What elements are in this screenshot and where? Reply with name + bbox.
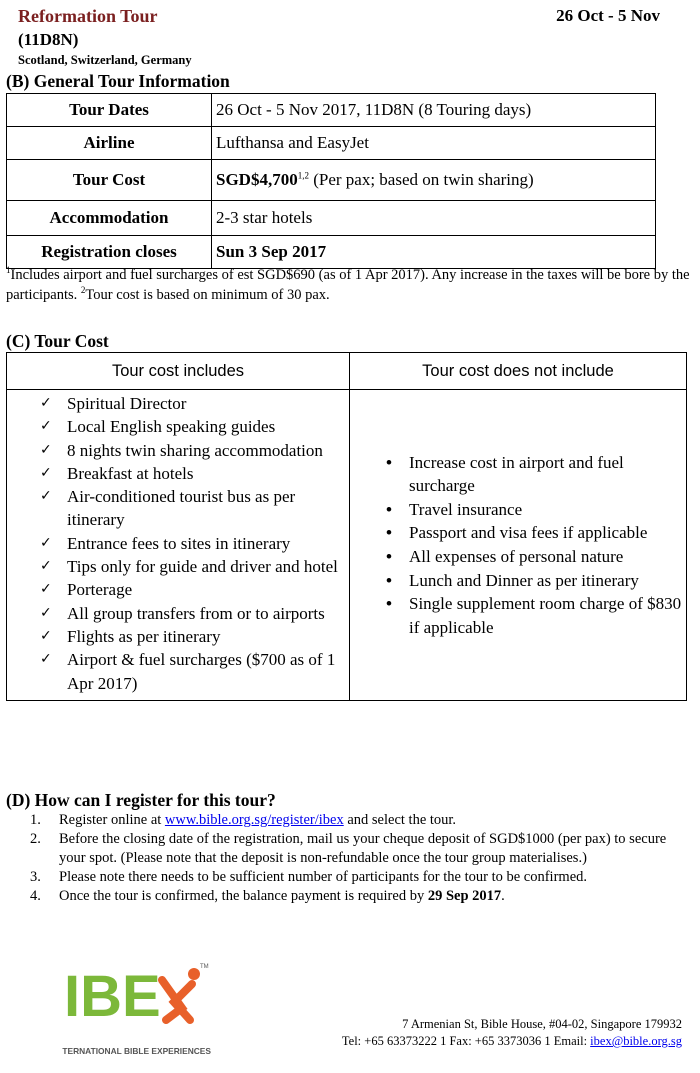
excludes-item: • Increase cost in airport and fuel surcharge <box>350 451 682 498</box>
info-value <box>212 160 656 201</box>
info-value: 2-3 star hotels <box>212 201 656 236</box>
footnote-1-mark: 1 <box>6 265 11 276</box>
balance-due-date: 29 Sep 2017 <box>427 888 502 904</box>
step-text: . <box>501 888 505 904</box>
tour-dates-heading: 26 Oct - 5 Nov <box>556 6 660 25</box>
includes-item: ✓ Flights as per itinerary <box>7 625 349 648</box>
includes-item: ✓ Airport & fuel surcharges ($700 as of 1 Apr 2017) <box>7 648 349 695</box>
includes-item: ✓ Tips only for guide and driver and hotel <box>7 555 349 578</box>
excludes-list <box>350 451 686 640</box>
includes-item: ✓ Porterage <box>7 578 349 601</box>
info-value: Lufthansa and EasyJet <box>212 127 656 160</box>
includes-item: ✓ Air-conditioned tourist bus as per itinerary <box>7 485 349 532</box>
excludes-item: • Lunch and Dinner as per itinerary <box>350 569 682 593</box>
step-number: 1. <box>30 812 41 828</box>
ibex-logo <box>62 958 222 1068</box>
info-row-dates <box>7 94 656 127</box>
info-row-registration <box>7 236 656 269</box>
email-link[interactable]: ibex@bible.org.sg <box>590 1034 682 1048</box>
registration-step <box>30 868 696 887</box>
info-value: 26 Oct - 5 Nov 2017, 11D8N (8 Touring days) <box>212 94 656 127</box>
excludes-item: • Single supplement room charge of $830 if applicable <box>350 592 682 639</box>
footnote-1: Includes airport and fuel surcharges of est SGD$690 (as of 1 Apr 2017). Any increase in the taxes will be bore by the participants. <box>6 267 690 303</box>
footnote-2-mark: 2 <box>80 285 86 296</box>
info-label: Accommodation <box>7 201 212 236</box>
includes-list <box>7 392 349 695</box>
step-text: Once the tour is confirmed, the balance payment is required by <box>59 888 428 904</box>
info-label: Registration closes <box>7 236 212 269</box>
logo-tm: TM <box>200 964 209 970</box>
section-c-title: (C) Tour Cost <box>6 331 109 351</box>
logo-letters: IBE <box>64 964 161 1029</box>
tour-cost-basis: (Per pax; based on twin sharing) <box>308 170 534 189</box>
register-link[interactable]: www.bible.org.sg/register/ibex <box>164 812 344 828</box>
tour-cost-amount: SGD$4,700 <box>216 170 298 189</box>
info-value: Sun 3 Sep 2017 <box>212 236 656 269</box>
ibex-logo-mark <box>62 958 222 1068</box>
footnote-ref: 1,2 <box>297 170 309 181</box>
step-text: Register online at <box>59 812 165 828</box>
info-label: Tour Cost <box>7 160 212 201</box>
step-text: and select the tour. <box>343 812 457 828</box>
includes-item: ✓ Local English speaking guides <box>7 415 349 438</box>
includes-header: Tour cost includes <box>7 353 350 390</box>
step-number: 2. <box>30 831 41 847</box>
info-row-airline <box>7 127 656 160</box>
includes-item: ✓ Spiritual Director <box>7 392 349 415</box>
excludes-item: • Passport and visa fees if applicable <box>350 521 682 545</box>
includes-item: ✓ 8 nights twin sharing accommodation <box>7 439 349 462</box>
logo-tagline: INTERNATIONAL BIBLE EXPERIENCES <box>62 1046 211 1056</box>
includes-item: ✓ Breakfast at hotels <box>7 462 349 485</box>
registration-steps <box>30 811 696 906</box>
includes-item: ✓ Entrance fees to sites in itinerary <box>7 532 349 555</box>
registration-step <box>30 887 696 906</box>
info-label: Airline <box>7 127 212 160</box>
step-number: 4. <box>30 888 41 904</box>
section-d-title: (D) How can I register for this tour? <box>6 790 276 810</box>
phone-fax: Tel: +65 63373222 1 Fax: +65 3373036 1 Email: <box>341 1034 591 1048</box>
general-info-table <box>6 93 656 269</box>
step-text: Before the closing date of the registration, mail us your cheque deposit of SGD$1000 (per pax) to secure your spot. (Please note that the deposit is non-refundable once the tour group materialises.) <box>59 831 667 866</box>
tour-cost-table <box>6 352 687 701</box>
info-row-cost <box>7 160 656 201</box>
registration-step <box>30 830 696 868</box>
footnote-2: Tour cost is based on minimum of 30 pax. <box>85 287 330 303</box>
excludes-item: • Travel insurance <box>350 498 682 522</box>
section-b-title: (B) General Tour Information <box>6 71 230 91</box>
includes-item: ✓ All group transfers from or to airports <box>7 602 349 625</box>
tour-duration-code: (11D8N) <box>18 30 79 49</box>
registration-step <box>30 811 696 830</box>
info-row-accommodation <box>7 201 656 236</box>
footnotes <box>6 265 696 305</box>
step-text: Please note there needs to be sufficient number of participants for the tour to be confirmed. <box>59 869 588 885</box>
tour-countries: Scotland, Switzerland, Germany <box>18 53 192 67</box>
excludes-item: • All expenses of personal nature <box>350 545 682 569</box>
logo-x-figure <box>162 968 200 1020</box>
info-label: Tour Dates <box>7 94 212 127</box>
tour-title: Reformation Tour <box>18 6 158 26</box>
step-number: 3. <box>30 869 41 885</box>
contact-line <box>342 1033 682 1050</box>
address: 7 Armenian St, Bible House, #04-02, Singapore 179932 <box>402 1017 682 1031</box>
excludes-header: Tour cost does not include <box>350 353 687 390</box>
contact-block <box>342 1016 682 1050</box>
